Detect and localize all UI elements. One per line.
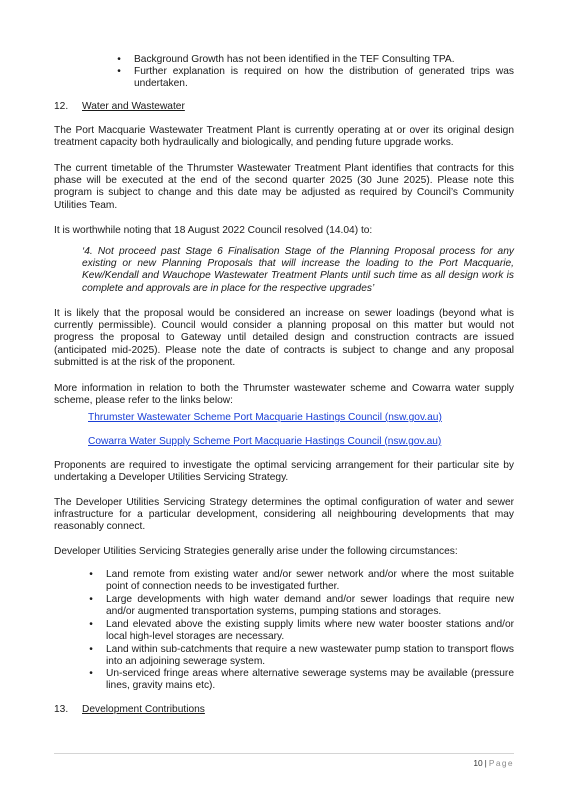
list-item-text: Land within sub-catchments that require a new wastewater pump station to transport flows into an adjoining sewerage system. <box>106 644 514 668</box>
section-heading: Water and Wastewater <box>82 101 185 112</box>
paragraph: More information in relation to both the Thrumster wastewater scheme and Cowarra water supply scheme, please refer to the links below: <box>54 383 514 407</box>
council-resolution-quote: ‘4. Not proceed past Stage 6 Finalisation Stage of the Planning Proposal process for any existing or new Planning Proposals that will increase the loading to the Port Macquarie, Kew/Kendall and Wauchope Wastewater Treatment Plants until such time as all design work is complete and approvals are in place for the respective upgrades’ <box>82 246 514 294</box>
page-footer <box>473 757 514 769</box>
page-label: Page <box>488 758 514 768</box>
page-number: 10 <box>473 758 483 768</box>
bullet-icon: • <box>89 668 93 679</box>
paragraph: The current timetable of the Thrumster Wastewater Treatment Plant identifies that contracts for this phase will be executed at the end of the second quarter 2025 (30 June 2025). Please note this program is subject to change and this date may be adjusted as required by Council’s Community Utilities Team. <box>54 163 514 211</box>
paragraph: Proponents are required to investigate the optimal servicing arrangement for their particular site by undertaking a Developer Utilities Servicing Strategy. <box>54 460 514 484</box>
thrumster-wastewater-link[interactable]: Thrumster Wastewater Scheme Port Macquarie Hastings Council (nsw.gov.au) <box>88 412 442 423</box>
list-item-text: Further explanation is required on how the distribution of generated trips was undertaken. <box>134 66 514 90</box>
footer-separator: | <box>484 758 487 768</box>
paragraph: It is worthwhile noting that 18 August 2022 Council resolved (14.04) to: <box>54 225 373 236</box>
section-number: 13. <box>54 704 69 715</box>
bullet-icon: • <box>89 594 93 605</box>
paragraph: Developer Utilities Servicing Strategies generally arise under the following circumstances: <box>54 546 458 557</box>
bullet-icon: • <box>117 66 121 77</box>
list-item <box>0 619 561 645</box>
bullet-icon: • <box>117 54 121 65</box>
section-heading: Development Contributions <box>82 704 205 715</box>
paragraph: The Developer Utilities Servicing Strategy determines the optimal configuration of water and sewer infrastructure for a particular development, considering all neighbouring developments that may reasonably connect. <box>54 497 514 533</box>
footer-divider <box>54 753 514 754</box>
bullet-icon: • <box>89 619 93 630</box>
list-item <box>0 644 561 670</box>
list-item <box>0 66 561 92</box>
list-item-text: Un-serviced fringe areas where alternative sewerage systems may be available (pressure lines, gravity mains etc). <box>106 668 514 692</box>
paragraph: The Port Macquarie Wastewater Treatment Plant is currently operating at or over its original design treatment capacity both hydraulically and biologically, and pending future upgrade works. <box>54 125 514 149</box>
paragraph: It is likely that the proposal would be considered an increase on sewer loadings (beyond what is currently permissible). Council would consider a planning proposal on this matter but would not progress the proposal to Gateway until detailed design and construction contracts are issued (anticipated mid-2025). Please note the date of contracts is subject to change and any proposal submitted is at the risk of the proponent. <box>54 308 514 368</box>
list-item-text: Large developments with high water demand and/or sewer loadings that require new and/or augmented transportation systems, pumping stations and storages. <box>106 594 514 618</box>
bullet-icon: • <box>89 644 93 655</box>
list-item-text: Background Growth has not been identified in the TEF Consulting TPA. <box>134 54 455 65</box>
list-item-text: Land remote from existing water and/or sewer network and/or where the most suitable point of connection needs to be investigated further. <box>106 569 514 593</box>
list-item <box>0 668 561 694</box>
section-number: 12. <box>54 101 69 112</box>
cowarra-water-supply-link[interactable]: Cowarra Water Supply Scheme Port Macquarie Hastings Council (nsw.gov.au) <box>88 436 442 447</box>
list-item <box>0 594 561 620</box>
list-item-text: Land elevated above the existing supply limits where new water booster stations and/or local high-level storages are necessary. <box>106 619 514 643</box>
list-item <box>0 569 561 595</box>
bullet-icon: • <box>89 569 93 580</box>
